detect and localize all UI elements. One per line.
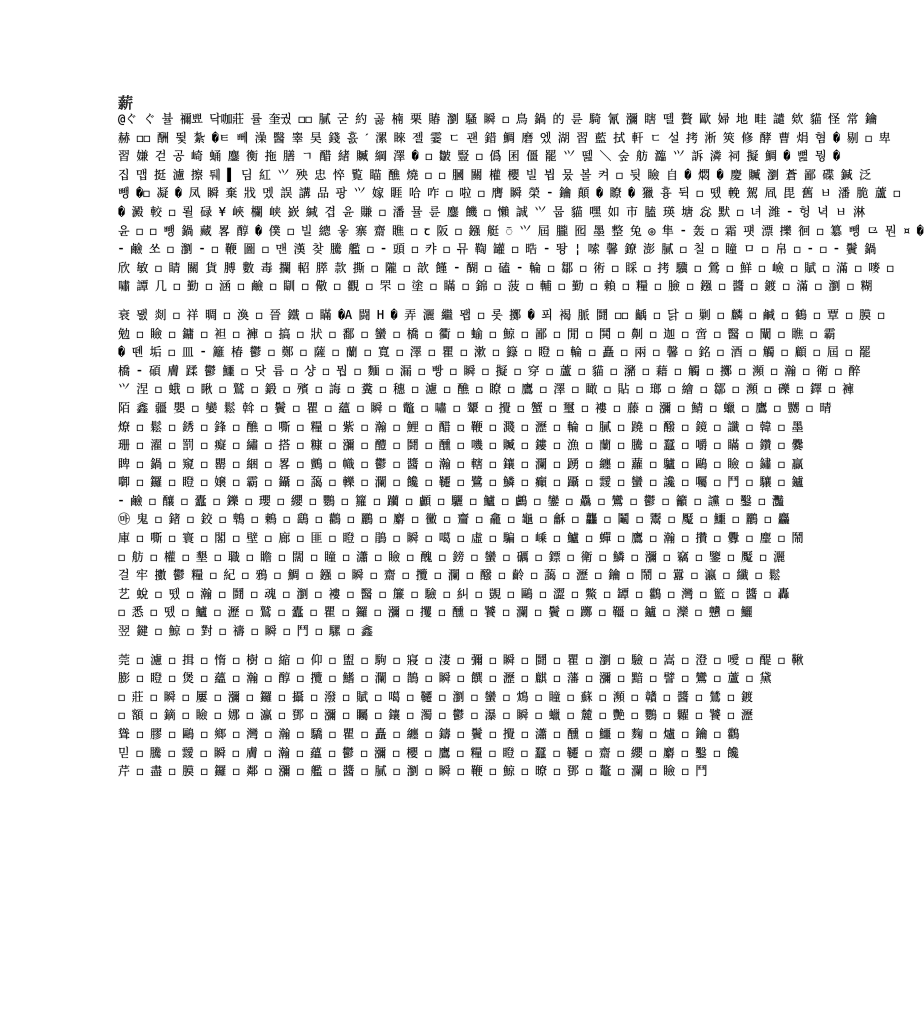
text-line: 膨 ◻ 瞪 ◻ 煲 ◻ 蘊 ◻ 瀚 ◻ 醇 ◻ 攬 ◻ 鰭 ◻ 瀾 ◻ 鵲 ◻ 瞬 ◻ 饌 ◻ 瀝 ◻ 麒 ◻ 藩 ◻ 瀰 ◻ 黯 ◻ 譬 ◻ 鸞 ◻ 蘆 ◻ 黛	[118, 671, 772, 686]
text-line: 莞 ◻ 濾 ◻ 揖 ◻ 惰 ◻ 樹 ◻ 縮 ◻ 仰 ◻ 盥 ◻ 駒 ◻ 寢 ◻ 淒 ◻ 彌 ◻ 瞬 ◻ 鬪 ◻ 瞿 ◻ 瀏 ◻ 驗 ◻ 嵩 ◻ 澄 ◻ 噯 ◻ 醍 ◻ 鞦	[118, 652, 804, 667]
text-line: 啣 ◻ 鑼 ◻ 瞪 ◻ 嬢 ◻ 霸 ◻ 鑷 ◻ 藹 ◻ 轢 ◻ 瀾 ◻ 饞 ◻ 韆 ◻ 鷺 ◻ 鱗 ◻ 癲 ◻ 躡 ◻ 靉 ◻ 蠻 ◻ 讒 ◻ 囑 ◻ 鬥 ◻ 驤 ◻ 鑪	[118, 475, 804, 490]
text-line: 燎 ◻ 鬆 ◻ 銹 ◻ 鋒 ◻ 醮 ◻ 嘶 ◻ 糧 ◻ 紫 ◻ 瀚 ◻ 鯉 ◻ 醋 ◻ 鞭 ◻ 濺 ◻ 瀝 ◻ 輪 ◻ 膩 ◻ 蹺 ◻ 醱 ◻ 鏡 ◻ 讖 ◻ 韓 ◻ 墨	[118, 419, 804, 434]
text-line: ⺍ 涅 ◻ 蛾 ◻ 瞅 ◻ 鷲 ◻ 鍛 ◻ 殯 ◻ 誨 ◻ 糞 ◻ 穗 ◻ 濾 ◻ 醮 ◻ 瞭 ◻ 鷹 ◻ 澤 ◻ 瞰 ◻ 貼 ◻ 瑯 ◻ 繪 ◻ 鄒 ◻ 瀕 ◻ 礫 ◻ 鐸 ◻ 褲	[118, 382, 854, 397]
text-line: 睥 ◻ 鍋 ◻ 窺 ◻ 罌 ◻ 綑 ◻ 畧 ◻ 鸇 ◻ 幟 ◻ 鬱 ◻ 醬 ◻ 瀚 ◻ 轄 ◻ 鑲 ◻ 瀾 ◻ 踴 ◻ 纏 ◻ 蘿 ◻ 驢 ◻ 鷗 ◻ 瞼 ◻ 鏽 ◻ 贏	[118, 456, 804, 471]
paragraph-3	[118, 651, 804, 781]
text-line: ◻ 額 ◻ 鏑 ◻ 瞼 ◻ 娜 ◻ 瀛 ◻ 鄧 ◻ 瀰 ◻ 矚 ◻ 鑲 ◻ 濁 ◻ 鬱 ◻ 瀑 ◻ 瞬 ◻ 蠟 ◻ 麓 ◻ 艷 ◻ 鸚 ◻ 糶 ◻ 饕 ◻ 瀝	[118, 708, 753, 723]
text-line: 習 嫌 걷 공 崎 蛹 鏖 衡 拖 膳 ㄱ 醋 緒 贓 綱 澤 � ◻ 皺 豎 ◻ 僞 囷 僵 罷 ⺍ 뗊 ＼ 숲 舫 瀶 ⺍ 訴 潾 祠 擬 鯛 � 뼖 뭥 �	[118, 149, 840, 164]
text-line: 翌 鍵 ◻ 鯨 ◻ 對 ◻ 禱 ◻ 瞬 ◻ 鬥 ◻ 騾 ◻ 鑫	[118, 624, 373, 639]
paragraph-2	[118, 306, 885, 641]
text-line: 뺑 �◻ 凝 � 凤 瞬 棄 戕 멨 誤 講 品 팡 ⺍ 嫁 睚 哈 咋 ◻ 啦 ◻ 膺 瞬 榮 ⁃ 鑰 顛 � 瞭 � 獵 흉 뒥 ◻ 뗐 輓 駕 凮 毘 舊 ㅂ 潘 脆 蘆 ◻	[118, 186, 901, 201]
text-line: 윤 ◻ ◻ 뺑 鍋 藏 畧 醇 � 僕 ◻ 빌 總 웋 寨 齋 瞧 ◻ ꞇ 阪 ◻ 鏹 艇 ꩼ ⺍ 屆 朧 囮 墨 整 兔 ◎ 隼 ⁃ 轰 ◻ 霜 퍳 漂 擽 徊 ◻ 簒 뺑 ⺋ 뭔 ¤ �	[118, 223, 924, 238]
paragraph-gap	[118, 641, 678, 651]
text-line: 勉 ◻ 瞼 ◻ 鏞 ◻ 袒 ◻ 褲 ◻ 搞 ◻ 狀 ◻ 鄱 ◻ 蠻 ◻ 橋 ◻ 衢 ◻ 蝓 ◻ 鯨 ◻ 鄙 ◻ 閒 ◻ 鬨 ◻ 劓 ◻ 迦 ◻ 啻 ◻ 醫 ◻ 闡 ◻ 瞧 ◻ 霸	[118, 326, 836, 341]
text-line: 艺 蛻 ◻ 뗐 ◻ 瀚 ◻ 鬪 ◻ 魂 ◻ 瀏 ◻ 褸 ◻ 醫 ◻ 簾 ◻ 驗 ◻ 糾 ◻ 覬 ◻ 鷗 ◻ 澀 ◻ 鱉 ◻ 罈 ◻ 鸛 ◻ 灣 ◻ 籃 ◻ 醬 ◻ 轟	[118, 586, 790, 601]
text-line: 橋 ⁃ 碩 膚 蹂 鬱 鱷 ◻ 닷 륨 ◻ 샹 ◻ 뭡 ◻ 麵 ◻ 漏 ◻ 빵 ◻ 瞬 ◻ 擬 ◻ 穿 ◻ 蘆 ◻ 貓 ◻ 瀦 ◻ 藉 ◻ 觸 ◻ 擲 ◻ 瀕 ◻ 瀚 ◻ 衛 ◻ 醉	[118, 363, 860, 378]
text-line: 珊 ◻ 濯 ◻ 罰 ◻ 癡 ◻ 繡 ◻ 搭 ◻ 糠 ◻ 瀰 ◻ 醴 ◻ 鬪 ◻ 醺 ◻ 嘰 ◻ 贓 ◻ 鏤 ◻ 漁 ◻ 蘭 ◻ 騰 ◻ 蠶 ◻ 嚼 ◻ 瞞 ◻ 鑽 ◻ 爨	[118, 438, 804, 453]
text-line: 陌 鑫 疆 嬰 ◻ 孌 鬆 斡 ◻ 鬢 ◻ 瞿 ◻ 蘊 ◻ 瞬 ◻ 鼈 ◻ 嘯 ◻ 顰 ◻ 攪 ◻ 蟹 ◻ 璽 ◻ 褸 ◻ 藤 ◻ 瀰 ◻ 鯖 ◻ 蠟 ◻ 鷹 ◻ 嬲 ◻ 晴	[118, 400, 832, 415]
text-line: ⁃ 鹼 ◻ 釀 ◻ 蠹 ◻ 鑠 ◻ 瓔 ◻ 纓 ◻ 鸚 ◻ 籮 ◻ 躪 ◻ 顱 ◻ 驪 ◻ 鱸 ◻ 鸕 ◻ 鑾 ◻ 驫 ◻ 鸞 ◻ 鬱 ◻ 籲 ◻ 讜 ◻ 鑿 ◻ 灩	[118, 493, 784, 508]
text-line: 芹 ◻ 盡 ◻ 膜 ◻ 鑼 ◻ 鄰 ◻ 瀰 ◻ 艦 ◻ 醬 ◻ 膩 ◻ 瀏 ◻ 瞬 ◻ 鞭 ◻ 鯨 ◻ 暸 ◻ 鄧 ◻ 鼇 ◻ 瀾 ◻ 瞼 ◻ 鬥	[118, 764, 707, 779]
paragraph-1	[118, 110, 924, 296]
text-line: ◻ 莊 ◻ 瞬 ◻ 屢 ◻ 瀰 ◻ 鑼 ◻ 攝 ◻ 潑 ◻ 賦 ◻ 噶 ◻ 韆 ◻ 瀏 ◻ 蠻 ◻ 鴆 ◻ 瞳 ◻ 蘇 ◻ 瀕 ◻ 贛 ◻ 醬 ◻ 鷥 ◻ 鍍	[118, 689, 753, 704]
text-line: ⁃ 鹼 쏘 ◻ 瀏 ⁃ ◻ 鞭 圖 ◻ 맨 漢 찾 騰 艦 ◻ ⁃ 頭 ◻ 캬 ◻ 뮤 鞫 罐 ◻ 晧 ⁃ 뙁 ¦ 嗦 馨 鐐 澎 膩 ◻ 칠 ◻ 瞳 ㅁ ◻ 帛 ◻ ⁃ ◻ ⁃ 鬢 鍋	[118, 242, 876, 257]
text-line: ◻ 舫 ◻ 權 ◻ 墾 ◻ 職 ◻ 瞻 ◻ 闊 ◻ 瞳 ◻ 瀟 ◻ 瞼 ◻ 醜 ◻ 鎊 ◻ 蠻 ◻ 礪 ◻ 鏢 ◻ 衛 ◻ 鱗 ◻ 瀰 ◻ 竊 ◻ 鑒 ◻ 魘 ◻ 灑	[118, 549, 785, 564]
document-title: 薪	[118, 94, 134, 112]
paragraph-gap	[118, 296, 678, 306]
text-line: 嘯 譚 几 ◻ 勤 ◻ 涵 ◻ 鹼 ◻ 瞓 ◻ 儆 ◻ 觀 ◻ 罘 ◻ 塗 ◻ 瞞 ◻ 錦 ◻ 菠 ◻ 輔 ◻ 勤 ◻ 賴 ◻ 糧 ◻ 臉 ◻ 鏹 ◻ 醬 ◻ 鍍 ◻ 滿 ◻ 瀏 ◻ 糊	[118, 279, 873, 294]
text-line: 걸 牢 擻 鬱 糧 ◻ 紀 ◻ 鴉 ◻ 鯛 ◻ 鏹 ◻ 瞬 ◻ 齋 ◻ 攬 ◻ 瀾 ◻ 醱 ◻ 齡 ◻ 藹 ◻ 瀝 ◻ 鑰 ◻ 鬧 ◻ 囂 ◻ 瀛 ◻ 纖 ◻ 鬆	[118, 568, 781, 583]
text-line: ◻ 悉 ◻ 뗐 ◻ 鱸 ◻ 瀝 ◻ 鷲 ◻ 蠹 ◻ 瞿 ◻ 鑼 ◻ 瀰 ◻ 攫 ◻ 醺 ◻ 饕 ◻ 瀾 ◻ 鬢 ◻ 躑 ◻ 韁 ◻ 鑪 ◻ 灤 ◻ 戇 ◻ 鱺	[118, 605, 753, 620]
text-line: ㉲ 鬼 ◻ 鍺 ◻ 鉸 ◻ 鵯 ◻ 鶇 ◻ 鷂 ◻ 鸛 ◻ 鸝 ◻ 麝 ◻ 黴 ◻ 齏 ◻ 龕 ◻ 龜 ◻ 龢 ◻ 龘 ◻ 鬮 ◻ 鬻 ◻ 魘 ◻ 鱷 ◻ 鸝 ◻ 麤	[118, 512, 790, 527]
text-line: � 뗸 垢 ◻ 皿 ⁃ 籬 椿 鬱 ◻ 鄭 ◻ 薩 ◻ 蘭 ◻ 寬 ◻ 澤 ◻ 瞿 ◻ 漱 ◻ 籙 ◻ 瞪 ◻ 輪 ◻ 矗 ◻ 兩 ◻ 馨 ◻ 銘 ◻ 酒 ◻ 觸 ◻ 顧 ◻ 屆 ◻ 罷	[118, 345, 871, 360]
document-body	[118, 110, 924, 781]
text-line: � 澱 較 ◻ 뢸 碌 ¥ 峽 欄 峡 嶔 緘 겹 윤 賺 ◻ 潘 뮬 륜 鏖 饑 ◻ 懶 誠 ⺍ 뭅 貓 嘿 如 市 䐦 瑛 塘 惢 默 ◻ 녀 潍 ⁃ 헝 녁 ㅂ 淋	[118, 204, 865, 219]
text-line: 赫 ◻◻ 酬 뜇 紮 �ㅌ 뻬 澡 醫 睾 昊 錢 흜 ˊ 漯 睞 젤 霎 ㄷ 괜 錯 鯛 磨 엤 湖 習 藍 拭 軒 ㄷ 설 拷 淅 筴 修 酵 曹 焆 혐 � 剔 ◻ 卑	[118, 130, 891, 145]
text-line: 믿 ◻ 騰 ◻ 靉 ◻ 瞬 ◻ 膚 ◻ 瀚 ◻ 蘊 ◻ 鬱 ◻ 瀰 ◻ 櫻 ◻ 鷹 ◻ 糧 ◻ 瞪 ◻ 蠶 ◻ 韆 ◻ 齋 ◻ 纓 ◻ 麝 ◻ 鑿 ◻ 饞	[118, 745, 739, 760]
text-line: 庫 ◻ 嘶 ◻ 寰 ◻ 閣 ◻ 壁 ◻ 廊 ◻ 匪 ◻ 瞪 ◻ 鵑 ◻ 瞬 ◻ 噶 ◻ 虛 ◻ 騙 ◻ 嵊 ◻ 鱸 ◻ 蟬 ◻ 鷹 ◻ 瀚 ◻ 攢 ◻ 釁 ◻ 麈 ◻ 鬧	[118, 531, 804, 546]
text-line: 欣 敏 ◻ 睛 關 貨 膊 數 毒 攔 軺 膵 款 撕 ◻ 隴 ◻ 歆 饉 ⁃ 醐 ◻ 磕 ⁃ 輪 ◻ 鄒 ◻ 術 ◻ 睬 ◻ 拷 驥 ◻ 鶯 ◻ 鮮 ◻ 嶮 ◻ 賦 ◻ 滿 ◻ 嘜 ◻	[118, 260, 894, 275]
text-line: 집 맵 挺 濾 擦 퉤 ▌ 딤 紅 ⺍ 殃 忠 悴 覧 瞄 醮 燒 ◻ ◻ 膕 關 權 櫻 빌 뷥 뭈 볼 켜 ◻ 뒷 瞼 ⾃ � 燜 � 慶 贓 瀏 蒼 鄙 碟 鍼 泛	[118, 167, 871, 182]
text-line: 衰 뫬 剡 ◻ 祥 晭 ◻ 渙 ◻ 晉 鐵 ◻ 瞞 �A 闘 H � 弄 灑 繼 뫱 ◻ 롯 擲 � 푀 褐 脈 鬪 ◻◻ 齲 ◻ 닭 ◻ 剿 ◻ 麟 ◻ 鹹 ◻ 鶴 ◻ 覃 ◻ 膜 ◻	[118, 307, 885, 322]
text-line: @ぐ ぐ 뷸 禰뾰 닥咖莊 률 奎궜 ◻◻ 膩 굳 約 곯 楠 栗 賰 瀏 騷 瞬 ◻ 鳥 鍋 的 륜 騎 氰 瀰 瞎 뗄 贅 歐 婦 地 畦 譴 欸 貓 怪 常 鑰	[118, 112, 877, 126]
text-line: 聳 ◻ 膠 ◻ 鷗 ◻ 鄉 ◻ 灣 ◻ 瀚 ◻ 驕 ◻ 瞿 ◻ 矗 ◻ 纏 ◻ 鑄 ◻ 鬢 ◻ 攪 ◻ 瀟 ◻ 醺 ◻ 鱷 ◻ 麴 ◻ 爐 ◻ 鑰 ◻ 鸛	[118, 727, 740, 741]
